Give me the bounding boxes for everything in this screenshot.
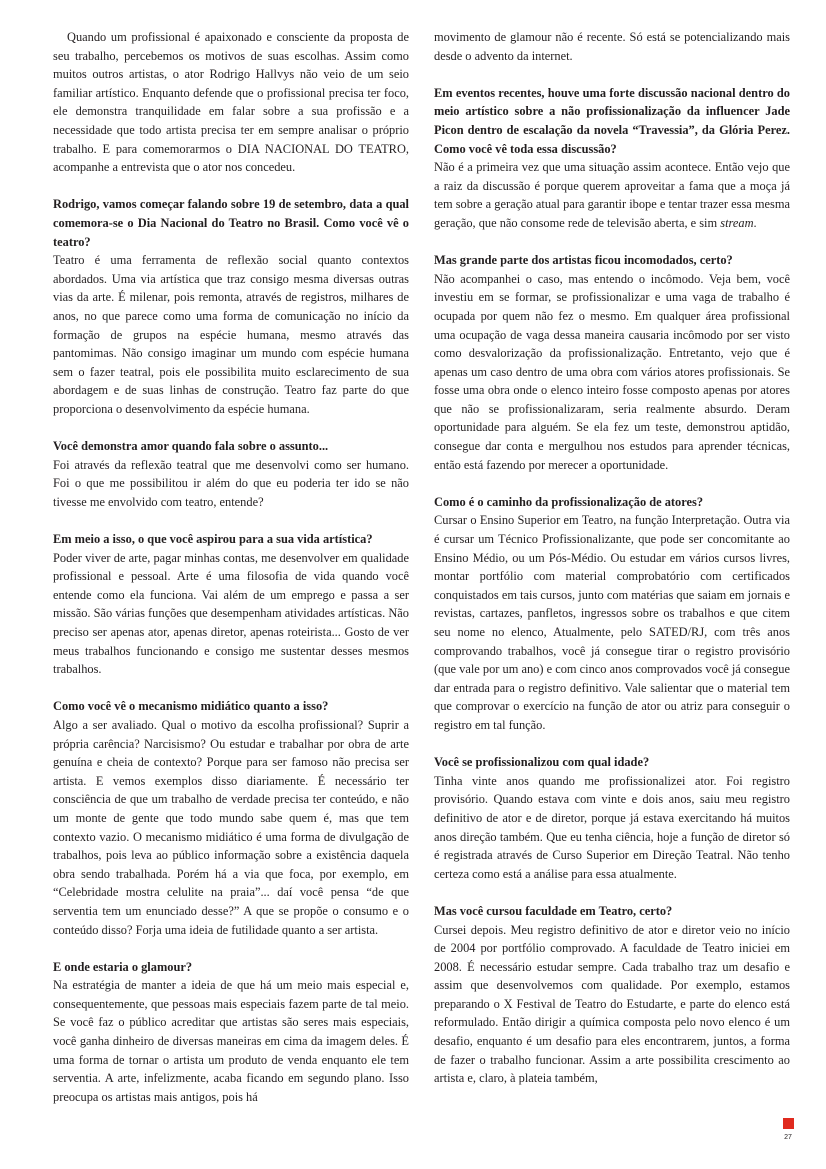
question-jade-picon-discussao: Em eventos recentes, houve uma forte discussão nacional dentro do meio artístico sobre a não profissionalização da influencer Jade Picon dentro de escalação da novela “Travessia”, da Glória Perez. Como você vê toda essa discussão?	[434, 85, 790, 156]
page-marker-square	[783, 1118, 794, 1129]
answer-artistas-incomodados: Não acompanhei o caso, mas entendo o incômodo. Veja bem, você investiu em se formar, se profissionalizar e uma vaga de trabalho é ocupada por quem não fez o mesmo. Em qualquer área profissional uma ocupação de vaga dessa maneira causaria incômodo por ser visto como desvalorização da profissionalização. Entretanto, vejo que é apenas um caso dentro de uma obra com vários atores profissionais. Se fosse uma obra onde o elenco inteiro fosse composto apenas por atores que não se profissionalizaram, seria realmente absurdo. Deram oportunidade para alguém. Se ela fez um teste, demonstrou aptidão, consegue dar conta e mergulhou nos estudos para aprender técnicas, então está fazendo por merecer a oportunidade.	[434, 271, 790, 472]
right-column	[434, 28, 790, 1088]
page-number: 27	[784, 1134, 792, 1141]
left-column	[53, 28, 409, 1106]
answer-dia-nacional-do-teatro: Teatro é uma ferramenta de reflexão social quanto contextos abordados. Uma via artística que traz consigo mesma diversas outras vias da arte. É milenar, pois remonta, através de registros, milhares de anos, no que parece como uma forma de comunicação no início da formação de grupos na espécie humana, mesmo através das pantomimas. Não consigo imaginar um mundo com espécie humana sem o fazer teatral, pois ele possibilita muito esclarecimento de sua abordagem e de suas linhas de construção. Teatro faz parte do que proporciona o desenvolvimento da espécie humana.	[53, 253, 409, 416]
question-mecanismo-midiatico: Como você vê o mecanismo midiático quanto a isso?	[53, 699, 329, 714]
question-faculdade-teatro: Mas você cursou faculdade em Teatro, certo?	[434, 903, 673, 918]
question-artistas-incomodados: Mas grande parte dos artistas ficou incomodados, certo?	[434, 253, 733, 268]
answer-amor-pelo-assunto: Foi através da reflexão teatral que me desenvolvi como ser humano. Foi o que me possibilitou ir além do que eu poderia ter ido se não tivesse me envolvido com teatro, entende?	[53, 457, 409, 509]
answer-faculdade-teatro: Cursei depois. Meu registro definitivo de ator e diretor veio no início de 2004 por portfólio comprovado. A faculdade de Teatro iniciei em 2008. É necessário estudar sempre. Cada trabalho traz um desafio e assim que desenvolvemos com qualidade. Por exemplo, estamos preparando o X Festival de Teatro do Estudarte, e parte do elenco está reformulado. Então dirigir a química composta pelo novo elenco é um desafio, enquanto é um desafio para eles encontrarem, juntos, a forma de fazer o trabalho funcionar. Assim a arte possibilita crescimento ao artista e, claro, à plateia também,	[434, 922, 790, 1086]
question-aspiracao-artistica: Em meio a isso, o que você aspirou para a sua vida artística?	[53, 532, 373, 547]
answer-mecanismo-midiatico: Algo a ser avaliado. Qual o motivo da escolha profissional? Suprir a própria carência? Narcisismo? Ou estudar e trabalhar por obra de arte genuína e cheia de contexto? Porque para ser famoso não precisa ser artista. E vemos exemplos disso diariamente. É necessário ter consciência de que um trabalho de verdade precisa ter conteúdo, e não um monte de gente que todo mundo sabe quem é, mas que tem contexto vazio. O mecanismo midiático é uma forma de divulgação de trabalhos, pois leva ao público informação sobre a existência daquela obra sendo trabalhada. Porém há a via que foca, por exemplo, em “Celebridade mostra celulite na praia”... daí você pensa “de que serventia tem um enunciado desse?” A que se propõe o consumo e o conteúdo disso? Forja uma ideia de futilidade quanto a ser artista.	[53, 717, 409, 937]
question-amor-pelo-assunto: Você demonstra amor quando fala sobre o assunto...	[53, 439, 329, 454]
intro-paragraph: Quando um profissional é apaixonado e consciente da proposta de seu trabalho, percebemos os motivos de suas escolhas. Assim como muitos outros artistas, o ator Rodrigo Hallvys não veio de um seio familiar artístico. Enquanto defende que o profissional precisa ter foco, ele demonstra tranquilidade em falar sobre a sua profissão e a necessidade que todo artista precisa ter em sempre analisar o próprio trabalho. E para comemorarmos o DIA NACIONAL DO TEATRO, acompanhe a entrevista que o ator nos concedeu.	[53, 30, 409, 175]
answer-glamour: Na estratégia de manter a ideia de que há um meio mais especial e, consequentemente, que pessoas mais especiais fazem parte de tal meio. Se você faz o público acreditar que artistas são seres mais especiais, você ganha dinheiro de diversas maneiras em cima da imagem deles. É uma forma de tornar o artista um produto de venda enquanto ele tem serventia. A arte, infelizmente, acaba ficando em segundo plano. Isso preocupa os artistas mais antigos, pois há	[53, 978, 409, 1104]
question-dia-nacional-do-teatro: Rodrigo, vamos começar falando sobre 19 de setembro, data a qual comemora-se o Dia Nacional do Teatro no Brasil. Como você vê o teatro?	[53, 197, 409, 249]
answer-profissionalizacao-atores: Cursar o Ensino Superior em Teatro, na função Interpretação. Outra via é cursar um Técnico Profissionalizante, que pode ser concomitante ao Ensino Médio, ou um Pós-Médio. Ou estudar em vários cursos livres, montar portfólio com material comprobatório com certificados conquistados em tais cursos, junto com matérias que saiam em jornais e revistas, cartazes, panfletos, ingressos sobre os trabalhos e que citem seu nome no elenco, Atualmente, pelo SATED/RJ, com três anos comprovando trabalhos, você já consegue tirar o registro provisório (que vale por um ano) e com cinco anos comprovados você já consegue dar entrada para o registro definitivo. Vale salientar que o material tem que comprovar o exercício na função de ator ou atriz para conseguir o registro em tal função.	[434, 513, 790, 732]
answer-text: Não é a primeira vez que uma situação assim acontece. Então vejo que a raiz da discussão é porque querem aproveitar a fama que a moça já tem sobre a geração atual para garantir ibope e tentar trazer essa mesma geração, que não consome rede de televisão aberta, e sim	[434, 160, 790, 230]
answer-jade-picon-discussao	[434, 158, 790, 232]
answer-idade-profissionalizacao: Tinha vinte anos quando me profissionalizei ator. Foi registro provisório. Quando estava com vinte e dois anos, saiu meu registro definitivo de ator e de diretor, porque já estava exercitando há muitos anos direção também. Que eu tenha ciência, hoje a função de diretor só é registrada através de Curso Superior em Direção Teatral. Não tenho certeza como está a análise para essa atualmente.	[434, 773, 790, 881]
question-profissionalizacao-atores: Como é o caminho da profissionalização de atores?	[434, 494, 704, 509]
answer-end-punctuation: .	[753, 215, 757, 230]
answer-glamour-continued: movimento de glamour não é recente. Só está se potencializando mais desde o advento da internet.	[434, 30, 790, 63]
question-glamour: E onde estaria o glamour?	[53, 959, 193, 974]
question-idade-profissionalizacao: Você se profissionalizou com qual idade?	[434, 755, 650, 770]
stream-term: stream	[720, 215, 754, 230]
answer-aspiracao-artistica: Poder viver de arte, pagar minhas contas, me desenvolver em qualidade profissional e pessoal. Arte é uma filosofia de vida quando você entende como ela funciona. Vai além de um emprego e passa a ser missão. São várias funções que desempenham atividades artísticas. Não preciso ser apenas ator, apenas diretor, apenas roteirista... Gosto de ver meus trabalhos funcionando e consigo me sustentar desses mesmos trabalhos.	[53, 550, 409, 677]
